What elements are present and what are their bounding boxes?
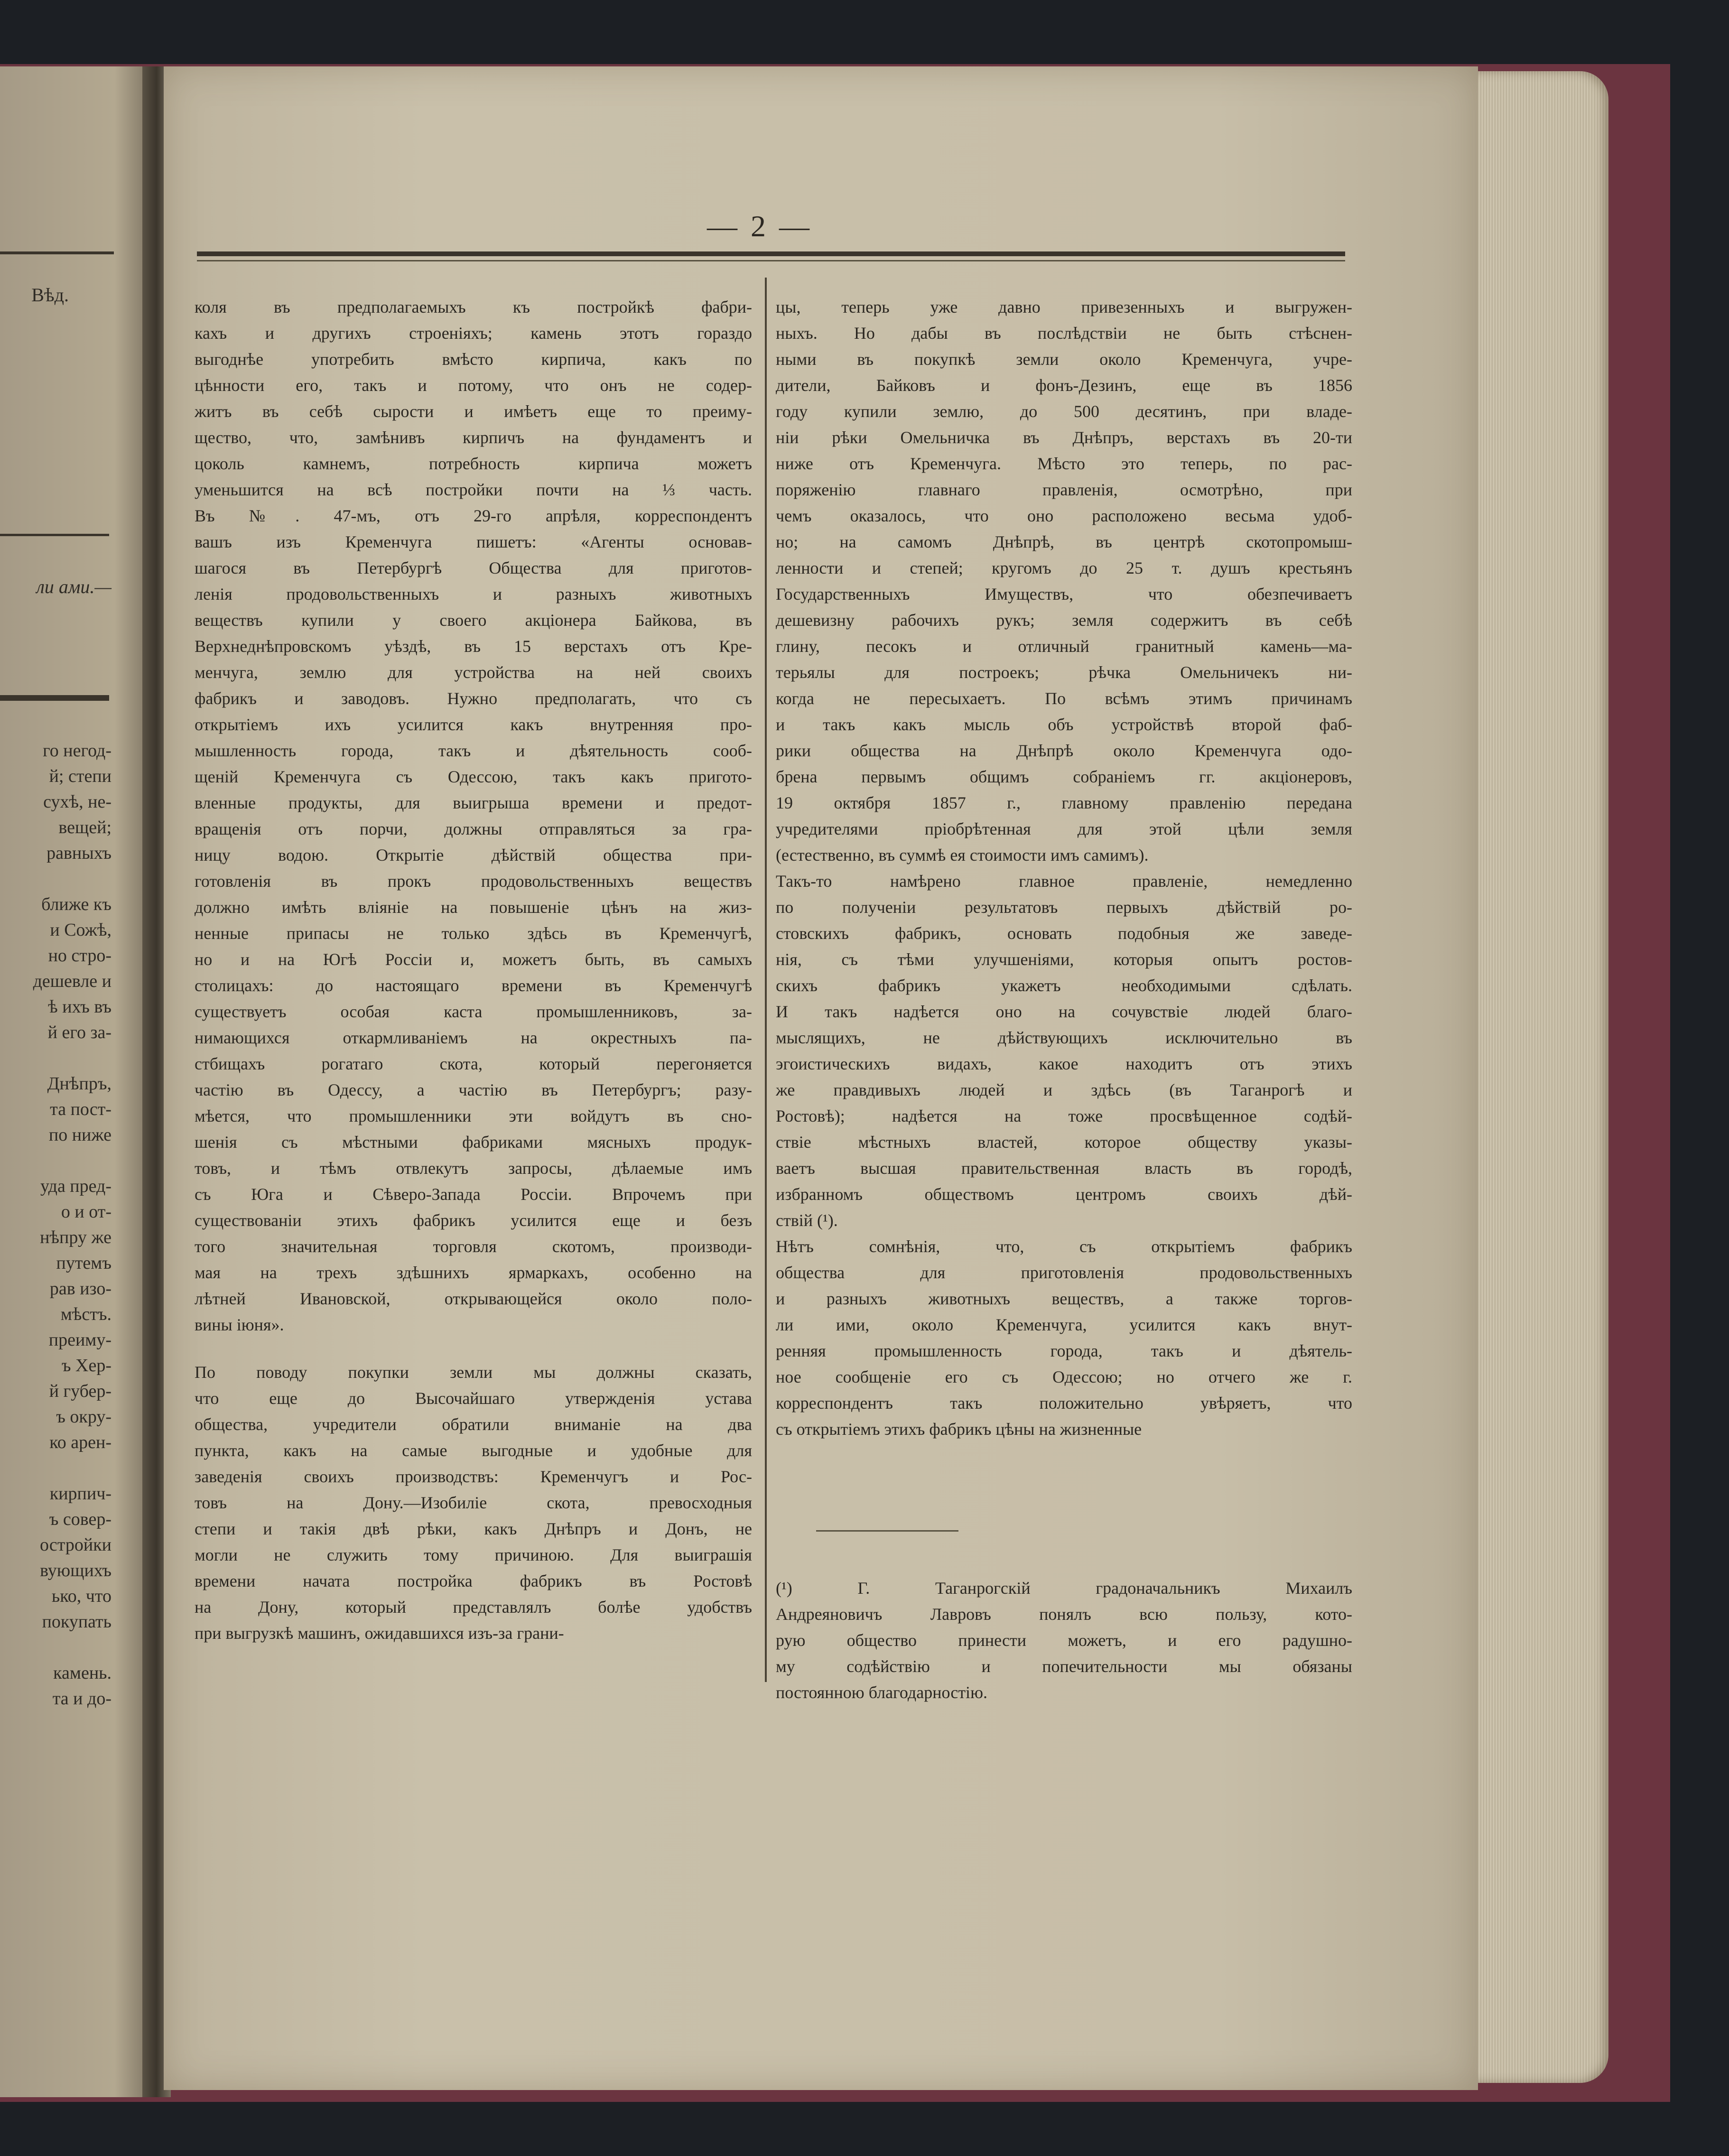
text-line: съ открытіемъ этихъ фабрикъ цѣны на жизненные [776, 1420, 1142, 1439]
left-fragment-line: кирпич- [49, 1484, 112, 1504]
left-fragment-line: та и до- [52, 1689, 112, 1709]
left-fragment-line: вующихъ [40, 1561, 112, 1580]
text-line: цѣнности его, такъ и потому, что онъ не содер- [195, 376, 752, 395]
page-edges [1471, 71, 1608, 2083]
left-fragment-line: вещей; [58, 818, 112, 837]
left-fragment-line: Днѣпръ, [47, 1074, 112, 1094]
left-fragment-line: рав изо- [49, 1279, 112, 1299]
text-line: вашъ изъ Кременчуга пишетъ: «Агенты основав- [195, 532, 752, 551]
left-fragment-line: ъ окру- [56, 1407, 112, 1427]
text-line: году купили землю, до 500 десятинъ, при владе- [776, 402, 1352, 421]
text-line: вленные продукты, для выигрыша времени и предот- [195, 793, 752, 812]
left-fragment-line: й; степи [49, 766, 112, 786]
left-fragment-line: преиму- [48, 1330, 112, 1350]
text-line: нимающихся откармливаніемъ на окрестныхъ па- [195, 1028, 752, 1047]
text-line: И такъ надѣется оно на сочувствіе людей благо- [776, 1002, 1352, 1021]
text-line: столицахъ: до настоящаго времени въ Кременчугѣ [195, 976, 752, 995]
column-divider [765, 278, 767, 1682]
text-line: общества, учредители обратили вниманіе на два [195, 1415, 752, 1434]
text-line: нія, съ тѣми улучшеніями, которыя опытъ ростов- [776, 950, 1352, 969]
text-line: ли ими, около Кременчуга, усилится какъ внут- [776, 1315, 1352, 1334]
left-fragment-line: путемъ [56, 1253, 112, 1273]
text-line: мышленность города, такъ и дѣятельность сооб- [195, 741, 752, 760]
left-page [0, 66, 164, 2097]
text-line: дешевизну рабочихъ рукъ; земля содержитъ въ себѣ [776, 611, 1352, 630]
text-line: рики общества на Днѣпрѣ около Кременчуга одо- [776, 741, 1352, 760]
text-line: ствіе мѣстныхъ властей, которое обществу указы- [776, 1133, 1352, 1152]
left-fragment-line: ближе къ [41, 894, 112, 914]
text-line: шагося въ Петербургѣ Общества для приготов- [195, 558, 752, 577]
text-line: терьялы для построекъ; рѣчка Омельничекъ ни- [776, 663, 1352, 682]
left-fragment-line: ъ совер- [49, 1509, 112, 1529]
text-line: но; на самомъ Днѣпрѣ, въ центрѣ скотопромыш- [776, 532, 1352, 551]
text-line: ствій (¹). [776, 1211, 838, 1230]
text-line: и разныхъ животныхъ веществъ, а также торгов- [776, 1289, 1352, 1308]
right-column [776, 294, 1352, 1442]
text-line: готовленія въ прокъ продовольственныхъ веществъ [195, 872, 752, 891]
text-line: пункта, какъ на самые выгодные и удобные для [195, 1441, 752, 1460]
text-line: но и на Югѣ Россіи и, можетъ быть, въ самыхъ [195, 950, 752, 969]
left-page-rule [0, 251, 114, 254]
footnote [776, 1575, 1352, 1706]
text-line: брена первымъ общимъ собраніемъ гг. акціонеровъ, [776, 767, 1352, 786]
text-line: стбищахъ рогатаго скота, который перегоняется [195, 1054, 752, 1073]
text-line: Нѣтъ сомнѣнія, что, съ открытіемъ фабрикъ [776, 1237, 1352, 1256]
header-rule-thin [197, 260, 1345, 261]
footnote-line: рую общество принести можетъ, и его радушно- [776, 1631, 1352, 1650]
text-line: дители, Байковъ и фонъ-Дезинъ, еще въ 1856 [776, 376, 1352, 395]
header-rule [197, 251, 1345, 256]
text-line: ленности и степей; кругомъ до 25 т. душъ крестьянъ [776, 558, 1352, 577]
page-number: — 2 — [707, 209, 812, 243]
text-line: вины іюня». [195, 1315, 284, 1334]
text-line: лѣтней Ивановской, открывающейся около поло- [195, 1289, 752, 1308]
text-line: учредителями пріобрѣтенная для этой цѣли земля [776, 819, 1352, 838]
footnote-line: постоянною благодарностію. [776, 1683, 987, 1702]
left-fragment-line: ъ Хер- [61, 1356, 112, 1375]
text-line: корреспондентъ такъ положительно увѣряетъ, что [776, 1394, 1352, 1413]
left-fragment-line: равныхъ [46, 843, 112, 863]
left-fragment-line [33, 866, 112, 892]
left-fragment-line: и Сожѣ, [50, 920, 112, 940]
left-fragment-line: по ниже [48, 1125, 112, 1145]
text-line: времени начата постройка фабрикъ въ Ростовѣ [195, 1571, 752, 1590]
left-fragment-line: го негод- [43, 741, 112, 761]
text-line: шенія съ мѣстными фабриками мясныхъ продук- [195, 1133, 752, 1152]
left-fragment-line [33, 1148, 112, 1173]
left-fragment-line: дешевле и [33, 971, 112, 991]
text-line: съ Юга и Сѣверо-Запада Россіи. Впрочемъ при [195, 1185, 752, 1204]
left-fragment-line [33, 1045, 112, 1071]
left-page-rule [0, 695, 109, 701]
text-line: ницу водою. Открытіе дѣйствій общества при- [195, 846, 752, 864]
left-fragment-line: ко арен- [49, 1432, 112, 1452]
text-line: цоколь камнемъ, потребность кирпича можетъ [195, 454, 752, 473]
left-fragment-line: ѣ ихъ въ [48, 997, 112, 1017]
footnote-rule [816, 1530, 958, 1532]
text-line: житъ въ себѣ сырости и имѣетъ еще то преиму- [195, 402, 752, 421]
left-fragment-line: й его за- [47, 1022, 112, 1042]
text-line: ренняя промышленность города, такъ и дѣятель- [776, 1341, 1352, 1360]
left-fragment-line: о и от- [61, 1202, 112, 1222]
text-line: частію въ Одессу, а частію въ Петербургъ; разу- [195, 1080, 752, 1099]
left-page-rule [0, 534, 109, 536]
text-line: Ростовѣ); надѣется на тоже просвѣщенное содѣй- [776, 1106, 1352, 1125]
left-fragment-line: остройки [39, 1535, 112, 1555]
text-line: Государственныхъ Имуществъ, что обезпечиваетъ [776, 585, 1352, 604]
text-line: ныхъ. Но дабы въ послѣдствіи не быть стѣснен- [776, 324, 1352, 343]
text-line: когда не пересыхаетъ. По всѣмъ этимъ причинамъ [776, 689, 1352, 708]
text-line: скихъ фабрикъ укажетъ необходимыми сдѣлать. [776, 976, 1352, 995]
text-line: фабрикъ и заводовъ. Нужно предполагать, что съ [195, 689, 752, 708]
text-line: степи и такія двѣ рѣки, какъ Днѣпръ и Донъ, не [195, 1519, 752, 1538]
footnote-line: Андреяновичъ Лавровъ понялъ всю пользу, кото- [776, 1605, 1352, 1624]
text-line: поряженію главнаго правленія, осмотрѣно, при [776, 480, 1352, 499]
left-column [195, 294, 752, 1646]
text-line: мыслящихъ, не дѣйствующихъ исключительно въ [776, 1028, 1352, 1047]
text-line: (естественно, въ суммѣ ея стоимости имъ самимъ). [776, 846, 1149, 864]
text-line: глину, песокъ и отличный гранитный камень—ма- [776, 637, 1352, 656]
left-fragment-line: та пост- [50, 1099, 112, 1119]
text-line: заведенія своихъ производствъ: Кременчугъ и Рос- [195, 1467, 752, 1486]
text-line: щеній Кременчуга съ Одессою, такъ какъ пригото- [195, 767, 752, 786]
text-line: ненные припасы не только здѣсь въ Кременчугѣ, [195, 924, 752, 943]
text-line: мая на трехъ здѣшнихъ ярмаркахъ, особенно на [195, 1263, 752, 1282]
footnote-line: (¹) Г. Таганрогскій градоначальникъ Михаилъ [776, 1579, 1352, 1598]
text-line: по полученіи результатовъ первыхъ дѣйствій ро- [776, 898, 1352, 917]
text-line: веществъ купили у своего акціонера Байкова, въ [195, 611, 752, 630]
text-line: общества для приготовленія продовольственныхъ [776, 1263, 1352, 1282]
footnote-line: му содѣйствію и попечительности мы обязаны [776, 1657, 1352, 1676]
text-line: при выгрузкѣ машинъ, ожидавшихся изъ-за грани- [195, 1624, 564, 1643]
left-fragment-line [33, 1635, 112, 1660]
text-line: Такъ-то намѣрено главное правленіе, немедленно [776, 872, 1352, 891]
text-line: товъ на Дону.—Изобиліе скота, превосходныя [195, 1493, 752, 1512]
text-line [195, 1338, 752, 1359]
left-running-head: Вѣд. [31, 284, 69, 306]
text-line: ное сообщеніе его съ Одессою; но отчего же г. [776, 1367, 1352, 1386]
text-line: ваетъ высшая правительственная власть въ городѣ, [776, 1159, 1352, 1178]
text-line: коля въ предполагаемыхъ къ постройкѣ фабри- [195, 297, 752, 316]
left-fragment-line: ли ами.— [36, 576, 112, 597]
text-line: того значительная торговля скотомъ, производи- [195, 1237, 752, 1256]
text-line: же правдивыхъ людей и здѣсь (въ Таганрогѣ и [776, 1080, 1352, 1099]
text-line: щество, что, замѣнивъ кирпичъ на фундаментъ и [195, 428, 752, 447]
text-line: мѣется, что промышленники эти войдутъ въ сно- [195, 1106, 752, 1125]
text-line: что еще до Высочайшаго утвержденія устава [195, 1389, 752, 1408]
left-fragment-line: покупать [42, 1612, 112, 1632]
text-line: Въ №. 47-мъ, отъ 29-го апрѣля, корреспондентъ [195, 506, 752, 525]
left-fragment-line: сухѣ, не- [43, 792, 112, 812]
text-line: ниже отъ Кременчуга. Мѣсто это теперь, по рас- [776, 454, 1352, 473]
left-fragment-line [33, 1455, 112, 1481]
text-line: избранномъ обществомъ центромъ своихъ дѣй- [776, 1185, 1352, 1204]
text-line: и такъ какъ мысль объ устройствѣ второй фаб- [776, 715, 1352, 734]
left-fragment-line: уда пред- [40, 1176, 112, 1196]
left-fragment-line: но стро- [48, 946, 112, 966]
text-line: цы, теперь уже давно привезенныхъ и выгружен- [776, 297, 1352, 316]
text-line: ленія продовольственныхъ и разныхъ животныхъ [195, 585, 752, 604]
text-line: на Дону, который представлялъ болѣе удобствъ [195, 1598, 752, 1617]
text-line: вращенія отъ порчи, должны отправляться за гра- [195, 819, 752, 838]
text-line: эгоистическихъ видахъ, какое находитъ отъ этихъ [776, 1054, 1352, 1073]
text-line: кахъ и другихъ строеніяхъ; камень этотъ гораздо [195, 324, 752, 343]
left-fragment-line: камень. [53, 1663, 112, 1683]
text-line: существованіи этихъ фабрикъ усилится еще и безъ [195, 1211, 752, 1230]
text-line: выгоднѣе употребить вмѣсто кирпича, какъ по [195, 350, 752, 369]
left-fragment-line: нѣпру же [40, 1227, 112, 1247]
text-line: ніи рѣки Омельничка въ Днѣпръ, верстахъ въ 20-ти [776, 428, 1352, 447]
text-line: могли не служить тому причиною. Для выиграшія [195, 1545, 752, 1564]
text-line: товъ, и тѣмъ отвлекутъ запросы, дѣлаемые имъ [195, 1159, 752, 1178]
text-line: По поводу покупки земли мы должны сказать, [195, 1363, 752, 1382]
text-line: Верхнеднѣпровскомъ уѣздѣ, въ 15 верстахъ отъ Кре- [195, 637, 752, 656]
text-line: открытіемъ ихъ усилится какъ внутренняя про- [195, 715, 752, 734]
left-fragment-line: мѣстъ. [60, 1304, 112, 1324]
text-line: ными въ покупкѣ земли около Кременчуга, учре- [776, 350, 1352, 369]
text-line: стовскихъ фабрикъ, основать подобныя же заведе- [776, 924, 1352, 943]
text-line: чемъ оказалось, что оно расположено весьма удоб- [776, 506, 1352, 525]
text-line: существуетъ особая каста промышленниковъ, за- [195, 1002, 752, 1021]
text-line: менчуга, землю для устройства на ней своихъ [195, 663, 752, 682]
text-line: должно имѣть вліяніе на повышеніе цѣнъ на жиз- [195, 898, 752, 917]
text-line: 19 октября 1857 г., главному правленію передана [776, 793, 1352, 812]
left-fragment-line: ько, что [51, 1586, 112, 1606]
left-fragment-line: й губер- [49, 1381, 112, 1401]
left-page-fragments [33, 738, 112, 1711]
text-line: уменьшится на всѣ постройки почти на ⅓ часть. [195, 480, 752, 499]
